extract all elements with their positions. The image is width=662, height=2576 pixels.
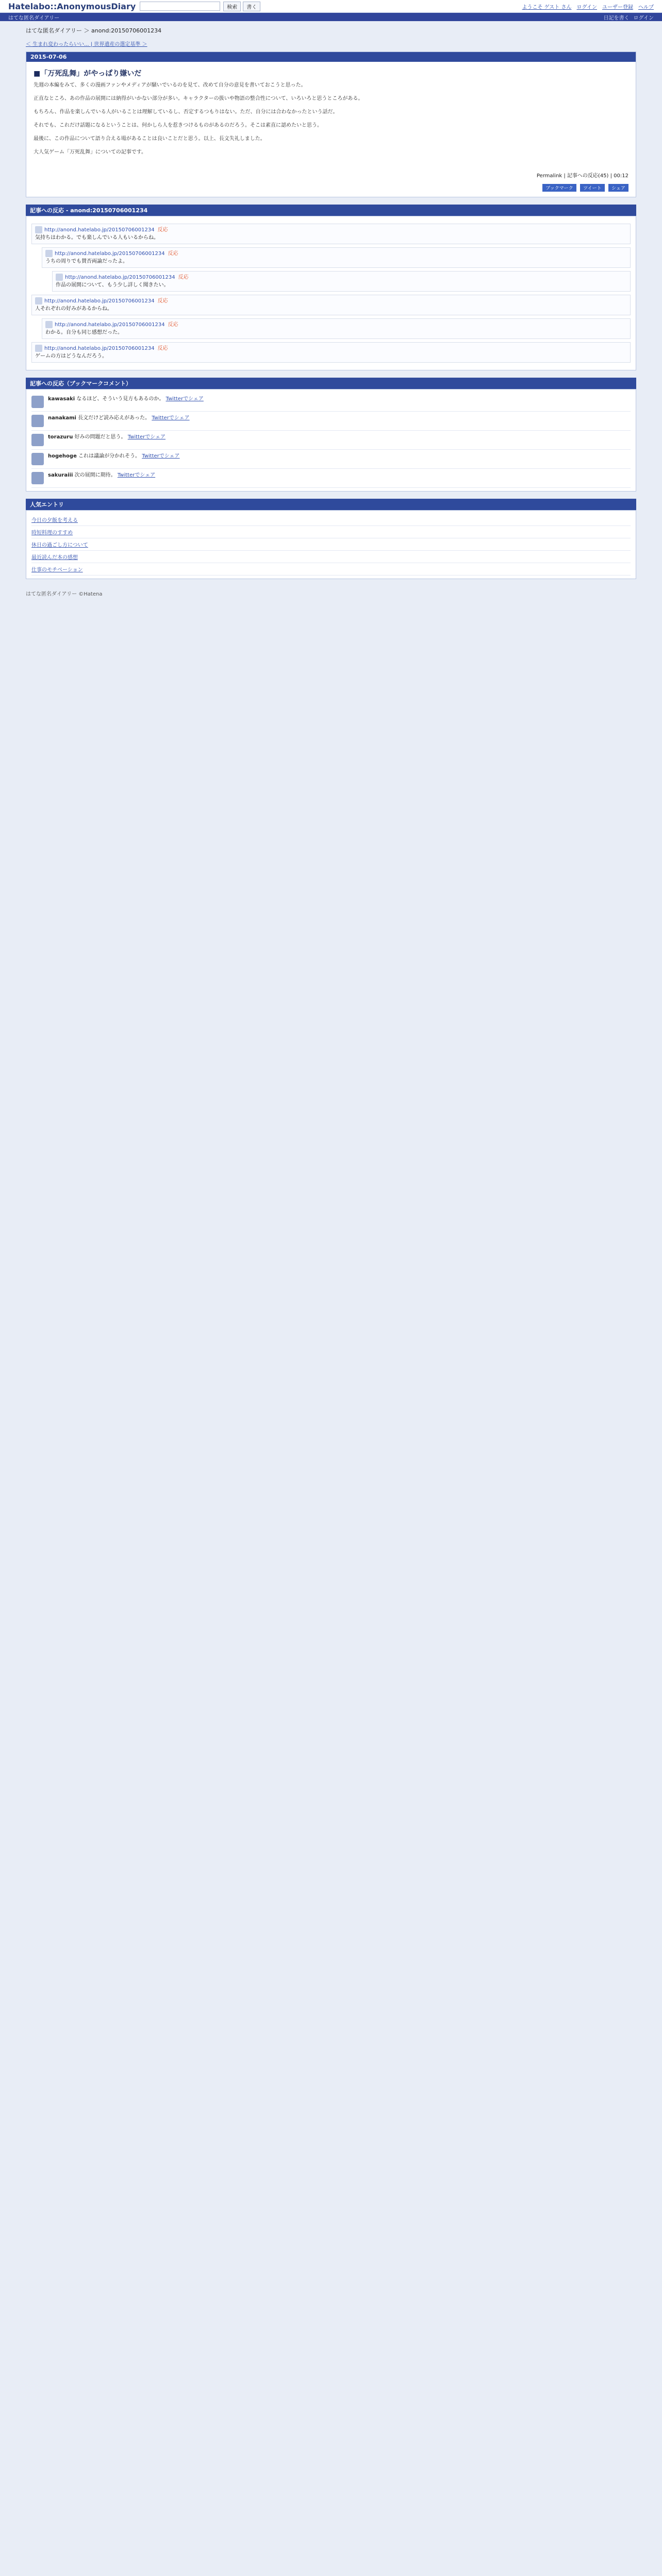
avatar[interactable] [31,434,44,446]
trackback-user[interactable]: torazuru [48,434,73,440]
top-link-0[interactable]: ようこそ ゲスト さん [522,4,572,10]
trackback-text: なるほど、そういう見方もあるのか。 [76,396,164,402]
top-link-1[interactable]: ログイン [576,4,597,10]
entry [26,52,636,197]
comment [31,224,631,244]
comments-heading: 記事への反応 - anond:20150706001234 [26,205,636,216]
trackback-user[interactable]: sakuraiii [48,472,73,478]
permalink[interactable]: Permalink | 記事への反応(45) | 00:12 [536,173,628,179]
trackback-text: 好みの問題だと思う。 [74,434,126,440]
entry-date: 2015-07-06 [26,52,636,62]
comment-response-link[interactable]: 反応 [157,298,168,304]
top-links [522,3,654,10]
comment-link[interactable]: http://anond.hatelabo.jp/20150706001234 [44,227,155,233]
comment-text: わかる。自分も同じ感想だった。 [45,330,123,335]
comment-icon [35,297,42,304]
comment-text: 人それぞれの好みがあるからね。 [35,306,112,312]
comment-text: うちの周りでも賛否両論だったよ。 [45,259,128,264]
trackback-share-link[interactable]: Twitterでシェア [127,434,166,440]
search-input[interactable] [140,2,220,11]
comment-link[interactable]: http://anond.hatelabo.jp/20150706001234 [44,346,155,351]
avatar[interactable] [31,415,44,427]
comment-link[interactable]: http://anond.hatelabo.jp/20150706001234 [55,322,165,328]
comment-response-link[interactable]: 反応 [157,227,168,233]
trackback-item [31,412,631,431]
entry-title[interactable]: ■「万死乱舞」がやっぱり嫌いだ [34,70,142,78]
trackback-share-link[interactable]: Twitterでシェア [166,396,204,402]
top-link-2[interactable]: ユーザー登録 [602,4,633,10]
comment-icon [45,250,53,257]
share-bar [26,184,636,197]
trackback-user[interactable]: nanakami [48,415,76,421]
avatar[interactable] [31,396,44,408]
trackback-item [31,450,631,469]
comment-icon [35,345,42,352]
popular-heading: 人気エントリ [26,499,636,510]
popular-item[interactable]: 仕事のモチベーション [31,563,631,575]
top-bar [0,0,662,13]
trackback-text: 次の展開に期待。 [74,472,116,478]
trackback-user[interactable]: kawasaki [48,396,75,402]
comment [31,295,631,315]
comment [42,318,631,339]
entry-paragraph: もちろん、作品を楽しんでいる人がいることは理解しているし、否定するつもりはない。ただ、自分には合わなかったという話だ。 [34,109,338,115]
comments-list [26,216,636,370]
comment [52,271,631,292]
trackbacks-list [26,389,636,492]
popular-item[interactable]: 最近読んだ本の感想 [31,551,631,563]
comment-response-link[interactable]: 反応 [157,346,168,351]
entry-paragraph: 最後に、この作品について語り合える場があることは良いことだと思う。以上、長文失礼しました。 [34,136,266,142]
comment-text: 気持ちはわかる。でも楽しんでいる人もいるからね。 [35,235,159,241]
write-button[interactable]: 書く [243,2,260,11]
comment-icon [56,274,63,281]
blue-bar-title[interactable]: はてな匿名ダイアリー [8,15,60,21]
comment-link[interactable]: http://anond.hatelabo.jp/20150706001234 [44,298,155,304]
blue-bar-link-1[interactable]: ログイン [633,15,654,21]
popular-list [26,510,636,579]
avatar[interactable] [31,472,44,484]
share-tweet-button[interactable]: ツイート [580,184,605,192]
comment [42,247,631,268]
comment-icon [35,226,42,233]
trackback-share-link[interactable]: Twitterでシェア [142,453,180,459]
entry-footer-note: 大人気ゲーム「万死乱舞」についての記事です。 [34,149,146,155]
trackback-text: これは議論が分かれそう。 [78,453,141,459]
entry-paragraph: 正直なところ、あの作品の展開には納得がいかない部分が多い。キャラクターの扱いや物語の整合性について、いろいろと思うところがある。 [34,96,363,101]
comment-text: 作品の展開について、もう少し詳しく聞きたい。 [56,282,169,288]
site-logo[interactable]: Hatelabo::AnonymousDiary [8,1,136,11]
search-button[interactable]: 検索 [223,2,241,11]
entry-body [26,81,636,168]
trackback-share-link[interactable]: Twitterでシェア [152,415,190,421]
trackbacks-heading: 記事への反応（ブックマークコメント） [26,378,636,389]
trackback-item [31,431,631,450]
comment [31,342,631,363]
share-bookmark-button[interactable]: ブックマーク [542,184,576,192]
trackback-user[interactable]: hogehoge [48,453,77,459]
main-column [26,52,636,579]
comment-response-link[interactable]: 反応 [168,251,178,257]
comment-response-link[interactable]: 反応 [168,322,178,328]
blue-bar [0,13,662,21]
share-facebook-button[interactable]: シェア [608,184,628,192]
breadcrumb[interactable]: はてな匿名ダイアリー ＞ anond:20150706001234 [26,27,162,34]
comment-icon [45,321,53,328]
comment-link[interactable]: http://anond.hatelabo.jp/20150706001234 [65,275,175,280]
trackback-text: 長文だけど読み応えがあった。 [78,415,151,421]
comment-text: ゲームの方はどうなんだろう。 [35,353,107,359]
entry-paragraph: 先週の本編をみて、多くの漫画ファンやメディアが騒いでいるのを見て、改めて自分の意見を書いておこうと思った。 [34,82,306,88]
comment-response-link[interactable]: 反応 [178,275,189,280]
trackback-item [31,469,631,488]
popular-item[interactable]: 今日の夕飯を考える [31,514,631,526]
comment-link[interactable]: http://anond.hatelabo.jp/20150706001234 [55,251,165,257]
avatar[interactable] [31,453,44,465]
popular-item[interactable]: 時短料理のすすめ [31,526,631,538]
trackback-item [31,393,631,412]
popular-item[interactable]: 休日の過ごし方について [31,538,631,551]
footer: はてな匿名ダイアリー ©Hatena [26,591,103,597]
trackback-share-link[interactable]: Twitterでシェア [117,472,156,478]
blue-bar-link-0[interactable]: 日記を書く [603,15,630,21]
top-link-3[interactable]: ヘルプ [638,4,654,10]
entry-paragraph: それでも、これだけ話題になるということは、何かしら人を惹きつけるものがあるのだろう。そこは素直に認めたいと思う。 [34,123,322,128]
prev-next-nav[interactable]: ＜ 生まれ変わったらいい... | 世界遺産の選定基準 ＞ [26,42,147,47]
